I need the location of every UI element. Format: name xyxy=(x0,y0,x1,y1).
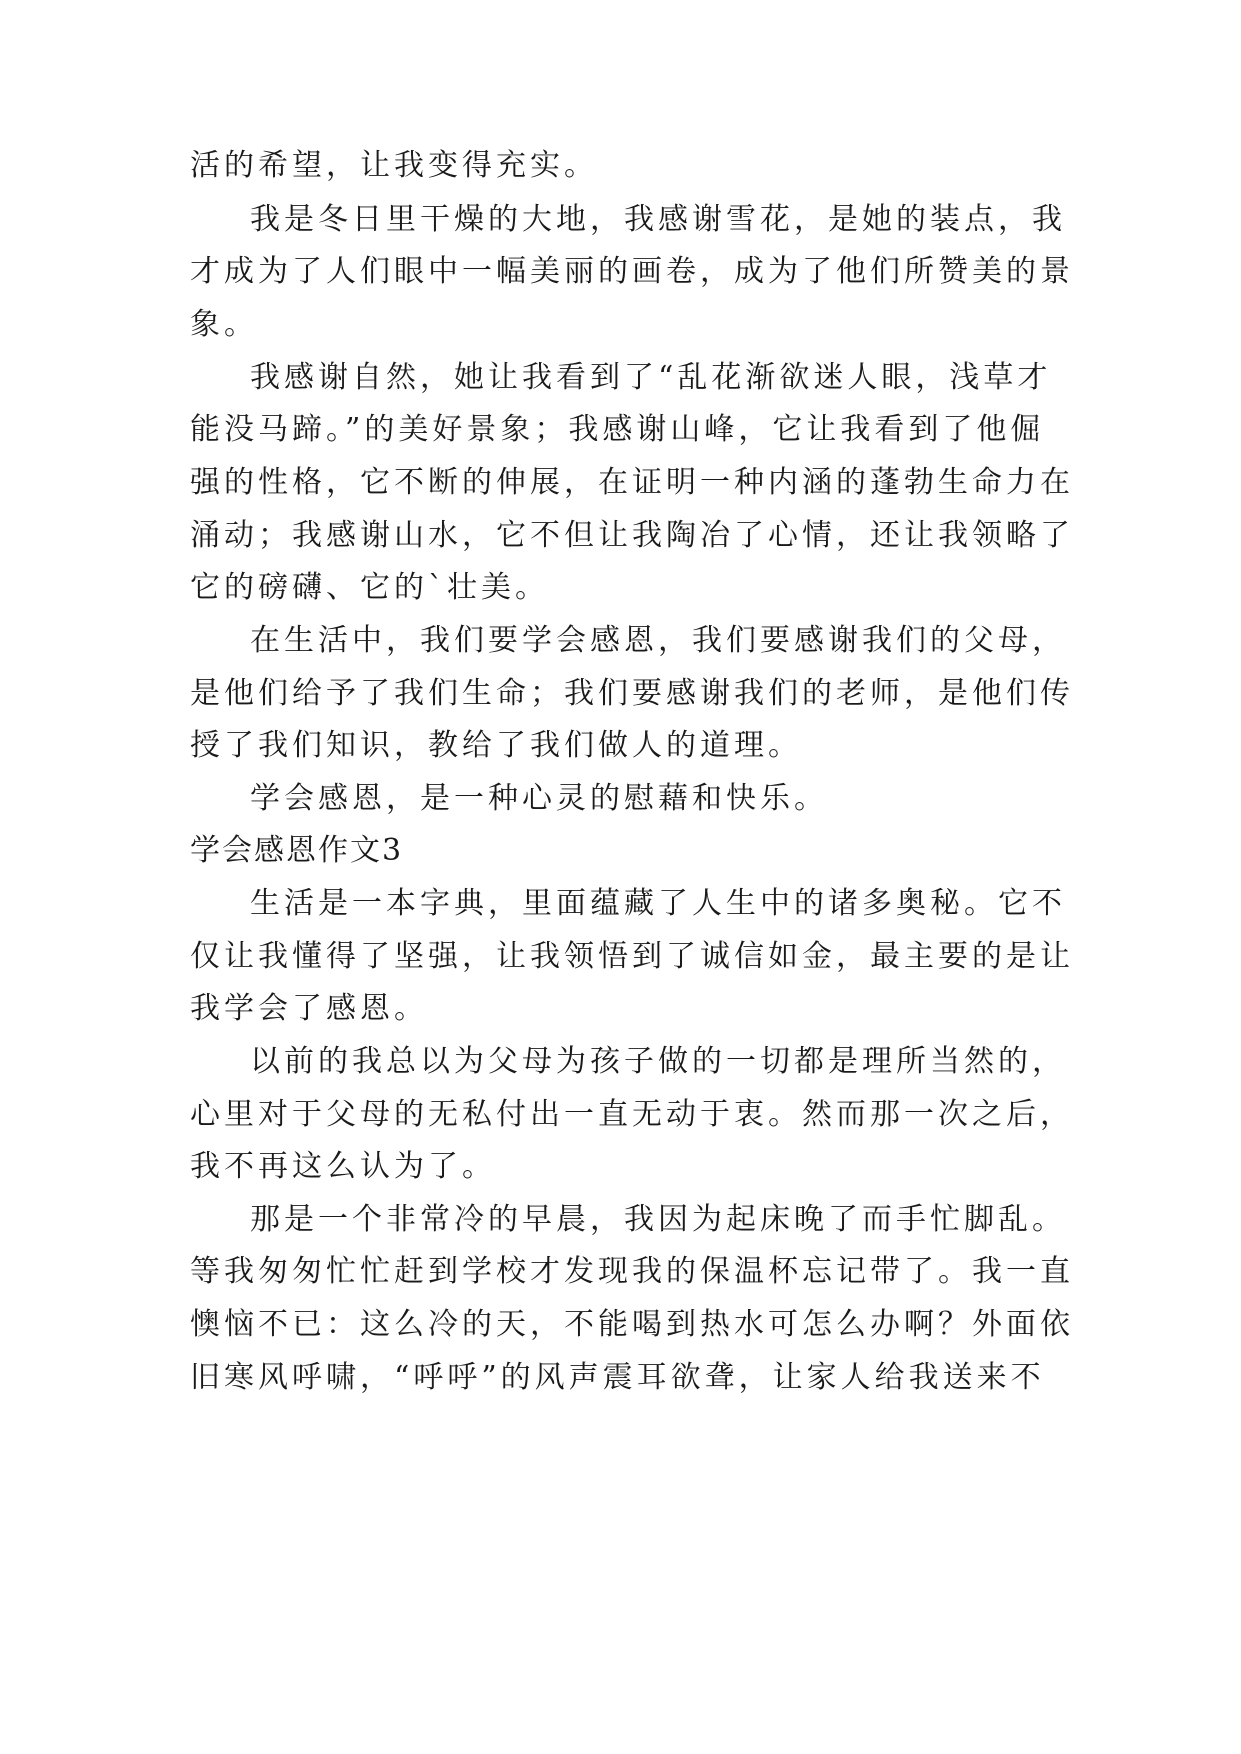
text-line: 象。 xyxy=(190,307,258,342)
paragraph-first-line: 那是一个非常冷的早晨，我因为起床晚了而手忙脚乱。 xyxy=(250,1202,1066,1237)
text-line: 是他们给予了我们生命；我们要感谢我们的老师，是他们传 xyxy=(190,676,1074,711)
text-line: 活的希望，让我变得充实。 xyxy=(190,148,598,183)
text-line: 仅让我懂得了坚强，让我领悟到了诚信如金，最主要的是让 xyxy=(190,939,1074,974)
text-line: 等我匆匆忙忙赶到学校才发现我的保温杯忘记带了。我一直 xyxy=(190,1254,1074,1289)
text-line: 能没马蹄。”的美好景象；我感谢山峰，它让我看到了他倔 xyxy=(190,412,1045,447)
text-line: 心里对于父母的无私付出一直无动于衷。然而那一次之后， xyxy=(190,1097,1074,1132)
text-line: 懊恼不已：这么冷的天，不能喝到热水可怎么办啊？外面依 xyxy=(190,1307,1074,1342)
paragraph-first-line: 生活是一本字典，里面蕴藏了人生中的诸多奥秘。它不 xyxy=(250,886,1066,921)
paragraph-first-line: 在生活中，我们要学会感恩，我们要感谢我们的父母， xyxy=(250,623,1066,658)
paragraph-first-line: 学会感恩，是一种心灵的慰藉和快乐。 xyxy=(250,781,828,816)
text-line: 我不再这么认为了。 xyxy=(190,1149,496,1184)
text-line: 我学会了感恩。 xyxy=(190,991,428,1026)
text-line: 旧寒风呼啸，“呼呼”的风声震耳欲聋，让家人给我送来不 xyxy=(190,1360,1045,1395)
section-heading: 学会感恩作文3 xyxy=(190,833,404,868)
text-line: 授了我们知识，教给了我们做人的道理。 xyxy=(190,728,802,763)
paragraph-first-line: 我是冬日里干燥的大地，我感谢雪花，是她的装点，我 xyxy=(250,202,1066,237)
text-line: 涌动；我感谢山水，它不但让我陶冶了心情，还让我领略了 xyxy=(190,518,1074,553)
paragraph-first-line: 我感谢自然，她让我看到了“乱花渐欲迷人眼，浅草才 xyxy=(250,360,1052,395)
paragraph-first-line: 以前的我总以为父母为孩子做的一切都是理所当然的， xyxy=(250,1044,1066,1079)
text-line: 强的性格，它不断的伸展，在证明一种内涵的蓬勃生命力在 xyxy=(190,465,1074,500)
text-line: 才成为了人们眼中一幅美丽的画卷，成为了他们所赞美的景 xyxy=(190,254,1074,289)
text-line: 它的磅礴、它的`壮美。 xyxy=(190,570,549,605)
